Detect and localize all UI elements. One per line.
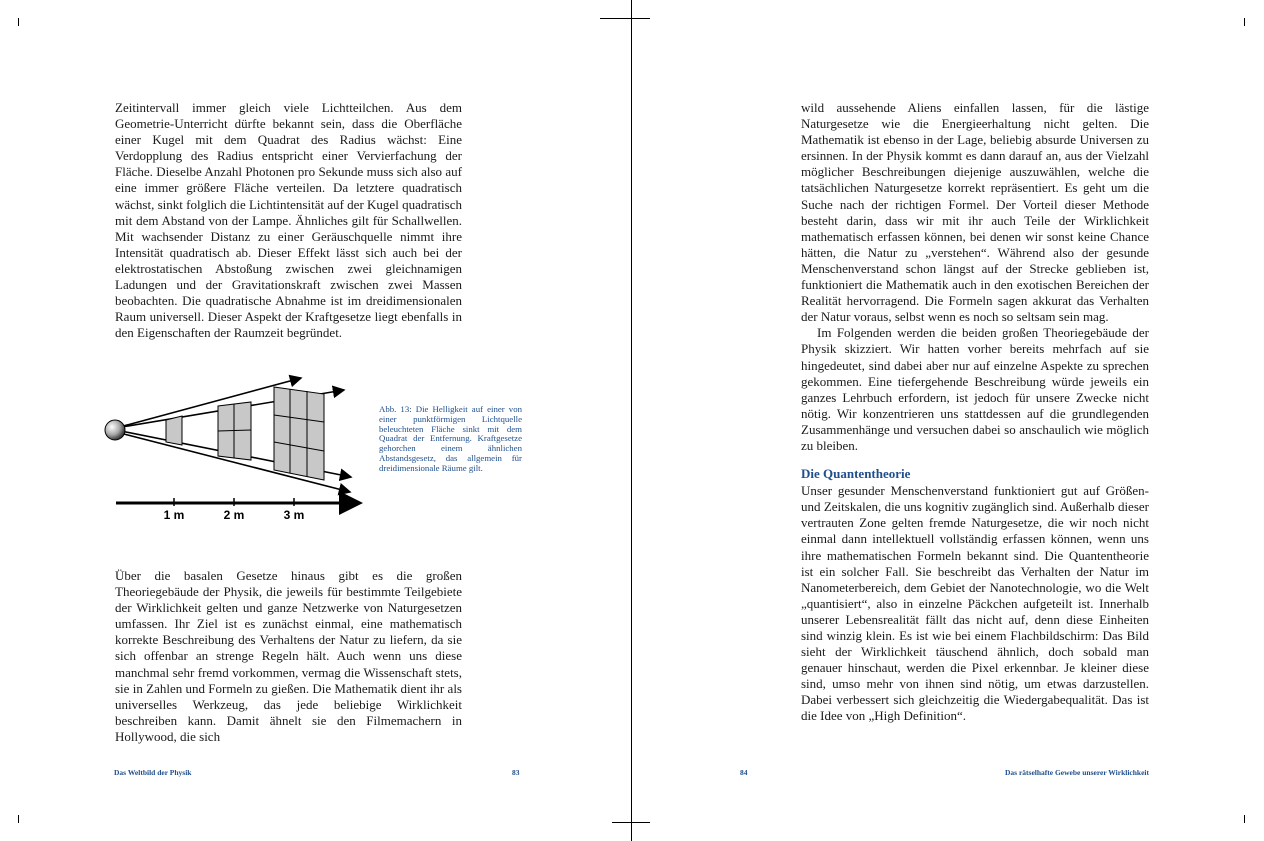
ray-top — [116, 378, 301, 428]
running-footer-title: Das rätselhafte Gewebe unserer Wirklichkeit — [1004, 768, 1149, 777]
right-text-column — [801, 100, 1149, 725]
surface-3m — [274, 387, 324, 480]
page-number: 83 — [512, 768, 520, 777]
light-source-sphere — [105, 420, 125, 440]
running-footer-title: Das Weltbild der Physik — [114, 768, 192, 777]
surface-1m — [166, 416, 182, 445]
section-heading: Die Quantentheorie — [801, 466, 911, 482]
paragraph-text: Unser gesunder Menschenverstand funktioniert gut auf Größen- und Zeitskalen, die uns kognitiv zugänglich sind. Außerhalb dieser vertrauten Zone gelten fremde Naturgesetze, die wir noch nicht einmal dann intellektuell vollständig erfassen können, wenn uns ihre mathematischen Formeln bekannt sind. Die Quantentheorie ist ein solcher Fall. Sie beschreibt das Verhalten der Natur im Nanometerbereich, dem Gebiet der Nanotechnologie, wo die Welt „quantisiert“, also in einzelne Päckchen aufgeteilt ist. Innerhalb unserer Lebensrealität fällt das nicht auf, denn diese Einheiten sind winzig klein. Es ist wie bei einem Flachbildschirm: Das Bild sieht der Wirklichkeit täuschend ähnlich, doch sobald man genauer hinschaut, werden die Pixel erkennbar. Je kleiner diese sind, umso mehr von ihnen sind nötig, um etwas darzustellen. Dabei verbessert sich gleichzeitig die Wiedergabequalität. Das ist die Idee von „High Definition“. — [801, 483, 1149, 724]
left-paragraph-1 — [115, 100, 462, 341]
right-page — [632, 0, 1264, 841]
distance-label-2m: 2 m — [223, 508, 245, 522]
surface-2m — [218, 402, 251, 460]
paragraph-text: Im Folgenden werden die beiden großen Theoriegebäude der Physik skizziert. Wir hatten vorher bereits mehrfach auf sie hingedeutet, sind dabei aber nur auf einzelne Aspekte zu sprechen gekommen. Eine tiefergehende Beschreibung würde jeweils ein ganzes Lehrbuch erfordern, ist jedoch für unsere Zwecke nicht nötig. Wir konzentrieren uns stattdessen auf die grundlegenden Zusammenhänge und versuchen dabei so anschaulich wie möglich zu bleiben. — [801, 325, 1149, 453]
left-page — [0, 0, 631, 841]
distance-label-3m: 3 m — [283, 508, 305, 522]
page-number: 84 — [740, 768, 748, 777]
paragraph-text: Über die basalen Gesetze hinaus gibt es die großen Theoriegebäude der Physik, die jeweils für bestimmte Teilgebiete der Wirklichkeit gelten und ganze Netzwerke von Naturgesetzen umfassen. Ihr Ziel ist es zunächst einmal, eine mathematisch korrekte Beschreibung des Verhaltens der Natur zu liefern, da sie sich offenbar an strenge Regeln hält. Auch wenn uns diese manchmal sehr fremd vorkommen, vermag die Wissenschaft stets, sie in Zahlen und Formeln zu gießen. Die Mathematik dient ihr als universelles Werkzeug, das jede beliebige Wirklichkeit beschreiben kann. Damit ähnelt sie den Filmemachern in Hollywood, die sich — [115, 568, 462, 744]
inverse-square-figure — [100, 370, 370, 530]
figure-caption: Abb. 13: Die Helligkeit auf einer von einer punktförmigen Lichtquelle beleuchteten Fläche sinkt mit dem Quadrat der Entfernung. Kraftgesetze gehorchen einem ähnlichen Abstandsgesetz, das allgemein für dreidimensionale Räume gilt. — [379, 404, 522, 473]
left-paragraph-2 — [115, 568, 462, 745]
paragraph-text: wild aussehende Aliens einfallen lassen, für die lästige Naturgesetze wie die Energieerhaltung nicht gelten. Die Mathematik ist ebenso in der Lage, beliebig absurde Universen zu ersinnen. In der Physik kommt es dann darauf an, aus der Vielzahl möglicher Beschreibungen diejenige auszuwählen, welche die tatsächlichen Naturgesetze korrekt repräsentiert. Es geht um die Suche nach der richtigen Formel. Der Vorteil dieser Methode besteht darin, dass wir mit ihr auch Teile der Wirklichkeit mathematisch erfassen können, bei denen wir sonst keine Chance hätten, die Natur zu „verstehen“. Während also der gesunde Menschenverstand schon längst auf der Strecke geblieben ist, funktioniert die Mathematik auch in den exotischen Bereichen der Realität hervorragend. Die Formeln sagen akkurat das Verhalten der Natur voraus, selbst wenn es noch so seltsam sein mag. — [801, 100, 1149, 325]
distance-label-1m: 1 m — [163, 508, 185, 522]
paragraph-text: Zeitintervall immer gleich viele Lichtteilchen. Aus dem Geometrie-Unterricht dürfte bekannt sein, dass die Oberfläche einer Kugel mit dem Quadrat des Radius wächst: Eine Verdopplung des Radius entspricht einer Vervierfachung der Fläche. Dieselbe Anzahl Photonen pro Sekunde muss sich also auf eine immer größere Fläche verteilen. Da letztere quadratisch wächst, sinkt folglich die Lichtintensität auf der Kugel quadratisch mit dem Abstand von der Lampe. Ähnliches gilt für Schallwellen. Mit wachsender Distanz zu einer Geräuschquelle nimmt ihre Intensität quadratisch ab. Dieser Effekt lässt sich auch bei der elektrostatischen Abstoßung zwischen zwei gleichnamigen Ladungen und der Gravitationskraft zwischen zwei Massen beobachten. Die quadratische Abnahme ist im dreidimensionalen Raum universell. Dieser Aspekt der Kraftgesetze liegt ebenfalls in den Eigenschaften der Raumzeit begründet. — [115, 100, 462, 341]
